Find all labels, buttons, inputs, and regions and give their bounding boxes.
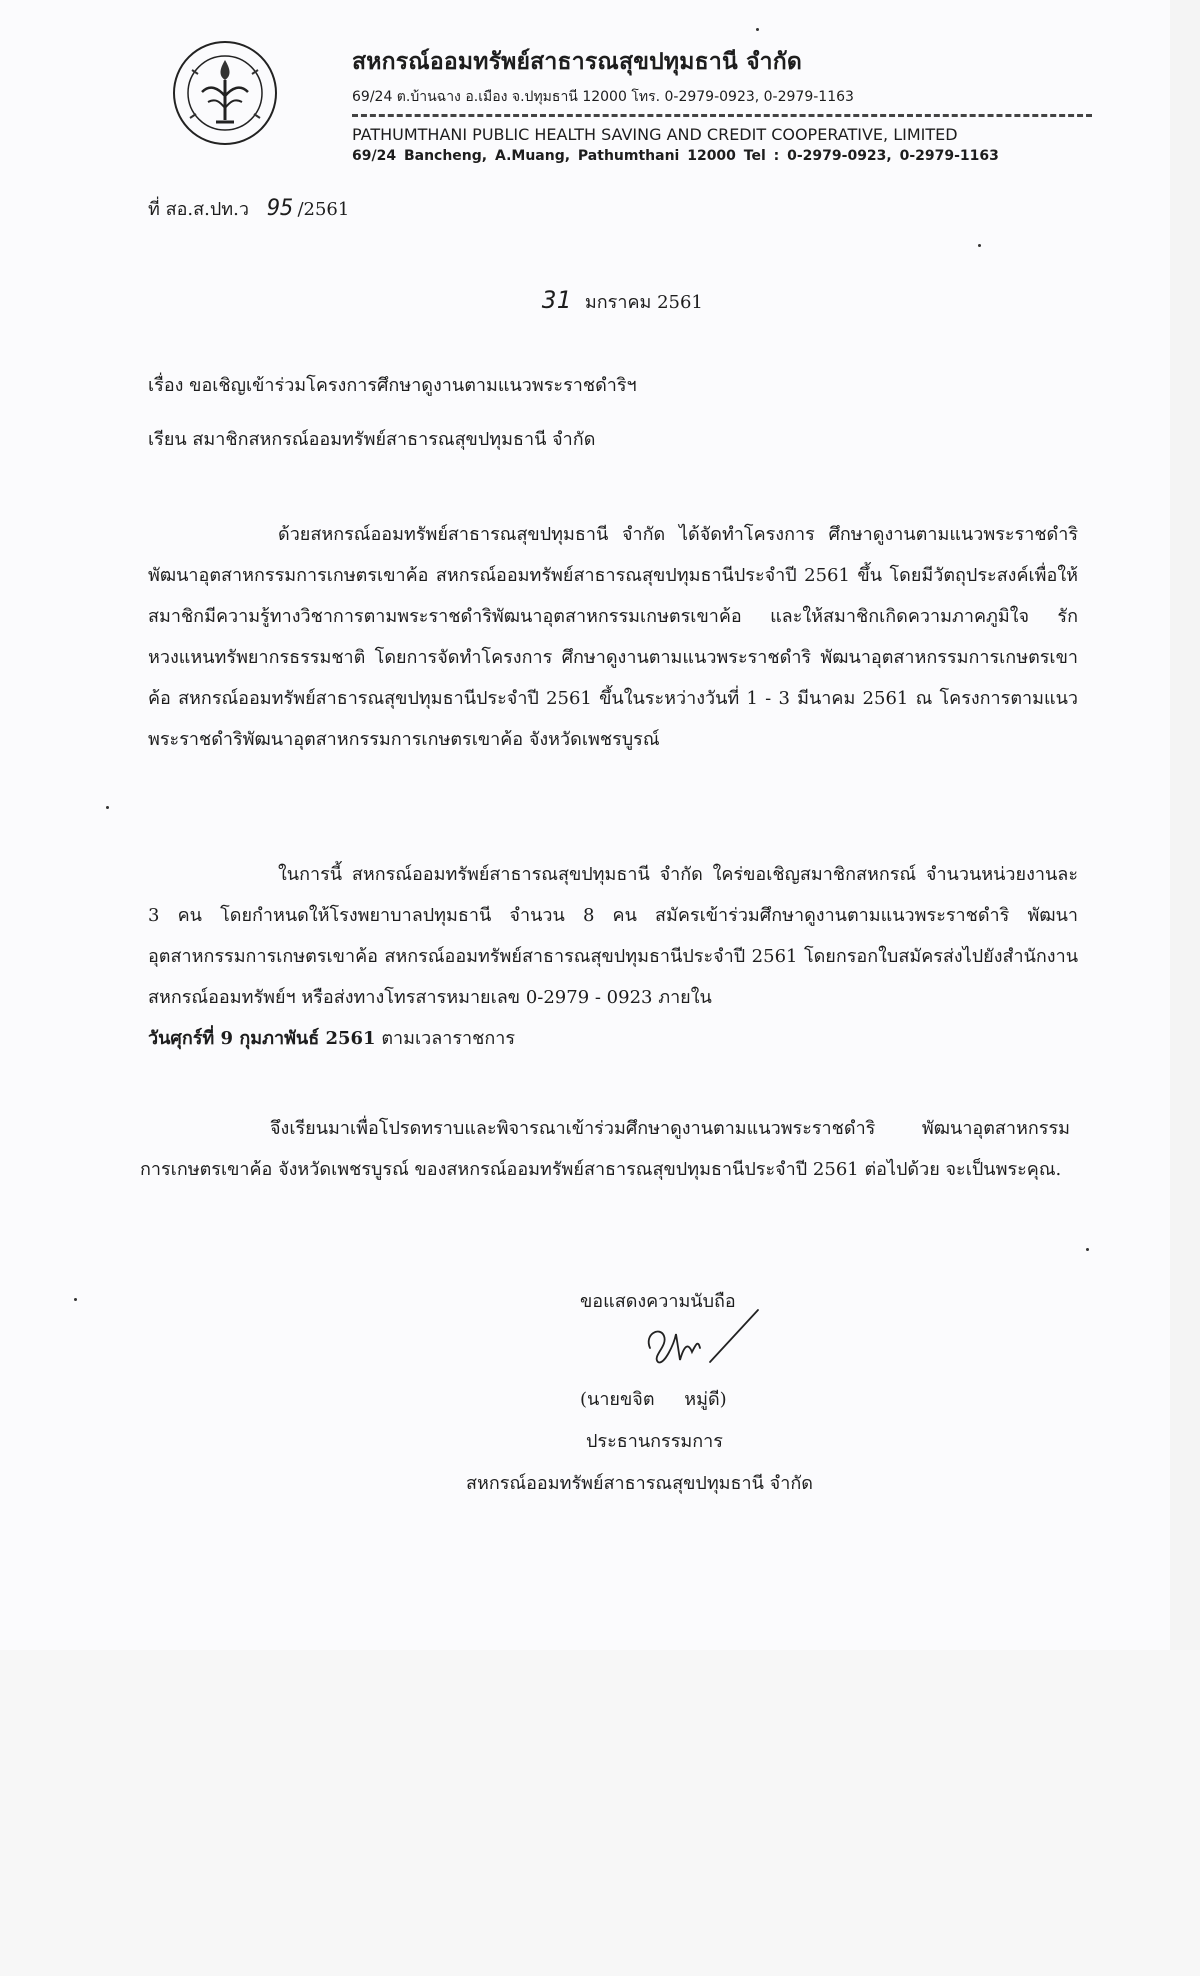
letterhead-thai-address: 69/24 ต.บ้านฉาง อ.เมือง จ.ปทุมธานี 12000 โทร. 0-2979-0923, 0-2979-1163 (352, 89, 854, 105)
body-paragraph-3 (140, 1108, 1070, 1190)
closing-phrase: ขอแสดงความนับถือ (580, 1291, 736, 1312)
handwritten-signature-icon (640, 1304, 766, 1370)
letter-date (542, 286, 703, 316)
signer-title: ประธานกรรมการ (586, 1431, 723, 1452)
body-paragraph-2-tail: ตามเวลาราชการ (381, 1028, 516, 1049)
scan-speck (106, 806, 109, 809)
letterhead-english-address: 69/24 Bancheng, A.Muang, Pathumthani 12000 Tel : 0-2979-0923, 0-2979-1163 (352, 148, 999, 164)
reference-prefix: ที่ สอ.ส.ปท.ว (148, 199, 249, 220)
scan-speck (978, 244, 981, 247)
cooperative-seal-icon (172, 40, 278, 146)
letterhead-english-name: PATHUMTHANI PUBLIC HEALTH SAVING AND CREDIT COOPERATIVE, LIMITED (352, 125, 958, 144)
application-deadline: วันศุกร์ที่ 9 กุมภาพันธ์ 2561 (148, 1028, 376, 1049)
body-paragraph-1-text: ด้วยสหกรณ์ออมทรัพย์สาธารณสุขปทุมธานี จำกัด ได้จัดทำโครงการ ศึกษาดูงานตามแนวพระราชดำริ พัฒนาอุตสาหกรรมการเกษตรเขาค้อ สหกรณ์ออมทรัพย์สาธารณสุขปทุมธานีประจำปี 2561 ขึ้น โดยมีวัตถุประสงค์เพื่อให้สมาชิกมีความรู้ทางวิชาการตามพระราชดำริพัฒนาอุตสาหกรรมเกษตรเขาค้อ และให้สมาชิกเกิดความภาคภูมิใจ รักหวงแหนทรัพยากรธรรมชาติ โดยการจัดทำโครงการ ศึกษาดูงานตามแนวพระราชดำริ พัฒนาอุตสาหกรรมการเกษตรเขาค้อ สหกรณ์ออมทรัพย์สาธารณสุขปทุมธานีประจำปี 2561 ขึ้นในระหว่างวันที่ 1 - 3 มีนาคม 2561 ณ โครงการตามแนวพระราชดำริพัฒนาอุตสาหกรรมการเกษตรเขาค้อ จังหวัดเพชรบูรณ์ (148, 524, 1078, 750)
date-handwritten-day: 31 (542, 286, 571, 314)
reference-number (148, 194, 349, 223)
scan-speck (1086, 1248, 1089, 1251)
body-paragraph-3-text: จึงเรียนมาเพื่อโปรดทราบและพิจารณาเข้าร่วมศึกษาดูงานตามแนวพระราชดำริ พัฒนาอุตสาหกรรมการเกษตรเขาค้อ จังหวัดเพชรบูรณ์ ของสหกรณ์ออมทรัพย์สาธารณสุขปทุมธานีประจำปี 2561 ต่อไปด้วย จะเป็นพระคุณ. (140, 1118, 1070, 1180)
scan-speck (74, 1298, 77, 1301)
body-paragraph-2 (148, 854, 1078, 1059)
body-paragraph-2-text (148, 854, 1078, 1059)
letterhead-divider (352, 114, 1092, 117)
date-month-year: มกราคม 2561 (584, 292, 703, 313)
letter-subject: เรื่อง ขอเชิญเข้าร่วมโครงการศึกษาดูงานตามแนวพระราชดำริฯ (148, 375, 637, 396)
letterhead (352, 44, 1092, 164)
scanner-margin (0, 1650, 1200, 1976)
body-paragraph-2-main: ในการนี้ สหกรณ์ออมทรัพย์สาธารณสุขปทุมธานี จำกัด ใคร่ขอเชิญสมาชิกสหกรณ์ จำนวนหน่วยงานละ 3 คน โดยกำหนดให้โรงพยาบาลปทุมธานี จำนวน 8 คน สมัครเข้าร่วมศึกษาดูงานตามแนวพระราชดำริ พัฒนาอุตสาหกรรมการเกษตรเขาค้อ สหกรณ์ออมทรัพย์สาธารณสุขปทุมธานีประจำปี 2561 โดยกรอกใบสมัครส่งไปยังสำนักงานสหกรณ์ออมทรัพย์ฯ หรือส่งทางโทรสารหมายเลข 0-2979 - 0923 ภายใน (148, 864, 1078, 1008)
reference-handwritten-number: 95 (266, 196, 294, 221)
scan-speck (756, 28, 759, 31)
signer-organization: สหกรณ์ออมทรัพย์สาธารณสุขปทุมธานี จำกัด (466, 1473, 813, 1494)
reference-suffix: /2561 (297, 199, 350, 220)
letterhead-thai-name: สหกรณ์ออมทรัพย์สาธารณสุขปทุมธานี จำกัด (352, 49, 802, 75)
letter-addressee: เรียน สมาชิกสหกรณ์ออมทรัพย์สาธารณสุขปทุมธานี จำกัด (148, 429, 596, 450)
signer-name: (นายขจิต หมู่ดี) (580, 1389, 727, 1410)
body-paragraph-1 (148, 514, 1078, 760)
